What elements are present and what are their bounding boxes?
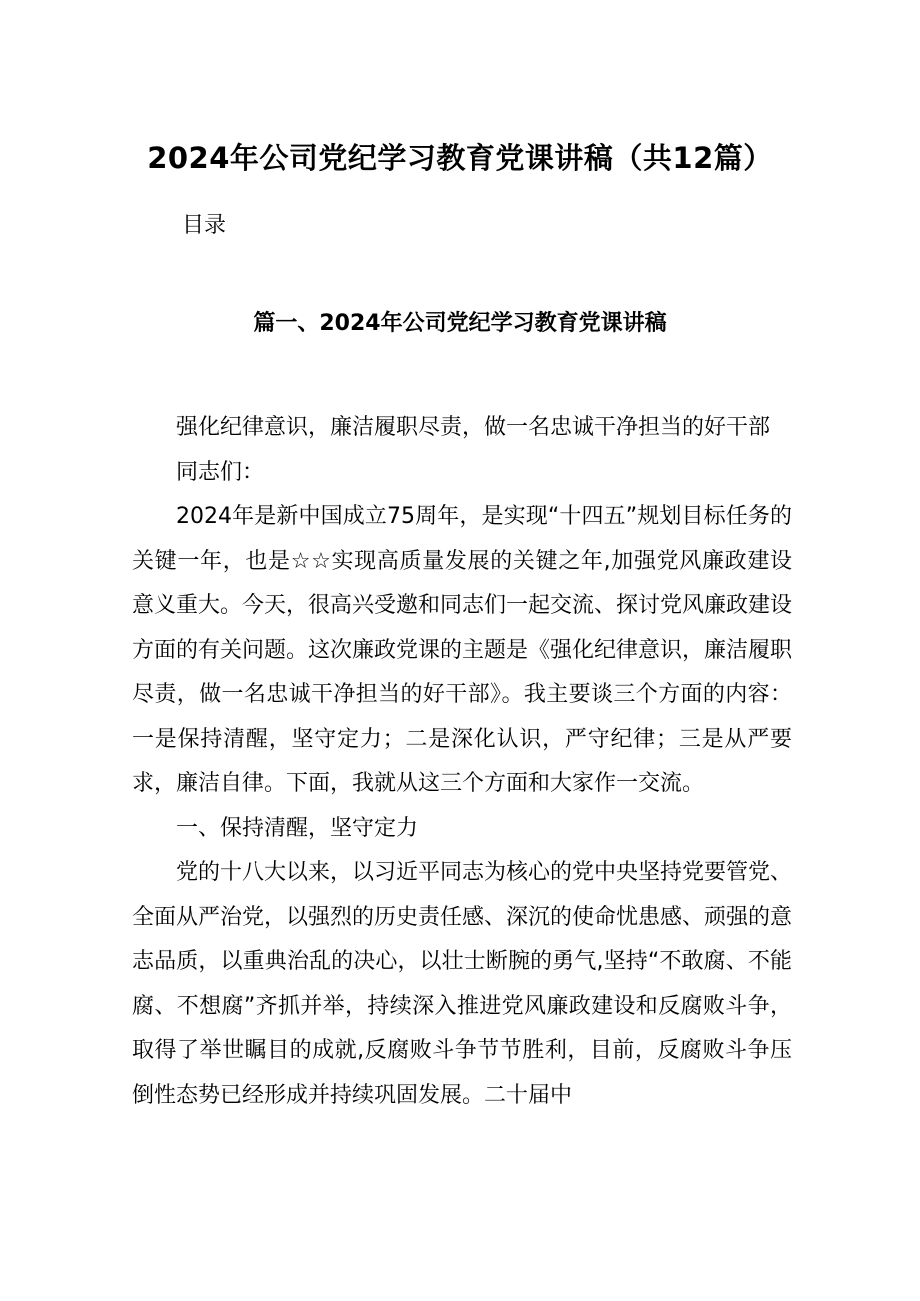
intro-paragraph: 2024年是新中国成立75周年，是实现“十四五”规划目标任务的关键一年，也是☆☆实现高质量发展的关键之年,加强党风廉政建设意义重大。今天，很高兴受邀和同志们一起交流、探讨党风廉政建设方面的有关问题。这次廉政党课的主题是《强化纪律意识，廉洁履职尽责，做一名忠诚干净担当的好干部》。我主要谈三个方面的内容：一是保持清醒，坚守定力；二是深化认识，严守纪律；三是从严要求，廉洁自律。下面，我就从这三个方面和大家作一交流。 — [132, 504, 793, 796]
speech-title-paragraph: 强化纪律意识，廉洁履职尽责，做一名忠诚干净担当的好干部 — [176, 415, 771, 440]
salutation-paragraph: 同志们： — [176, 459, 265, 485]
body-paragraph: 党的十八大以来，以习近平同志为核心的党中央坚持党要管党、全面从严治党，以强烈的历史责任感、深沉的使命忧患感、顽强的意志品质，以重典治乱的决心，以壮士断腕的勇气,坚持“不敢腐、不能腐、不想腐”齐抓并举，持续深入推进党风廉政建设和反腐败斗争，取得了举世瞩目的成就,反腐败斗争节节胜利，目前，反腐败斗争压倒性态势已经形成并持续巩固发展。二十届中 — [132, 860, 793, 1108]
section-heading: 篇一、2024年公司党纪学习教育党课讲稿 — [253, 311, 667, 336]
table-of-contents-label: 目录 — [182, 213, 227, 238]
document-title: 2024年公司党纪学习教育党课讲稿（共12篇） — [147, 141, 773, 175]
document-body — [132, 406, 792, 1118]
subheading-paragraph: 一、保持清醒，坚守定力 — [176, 815, 419, 841]
